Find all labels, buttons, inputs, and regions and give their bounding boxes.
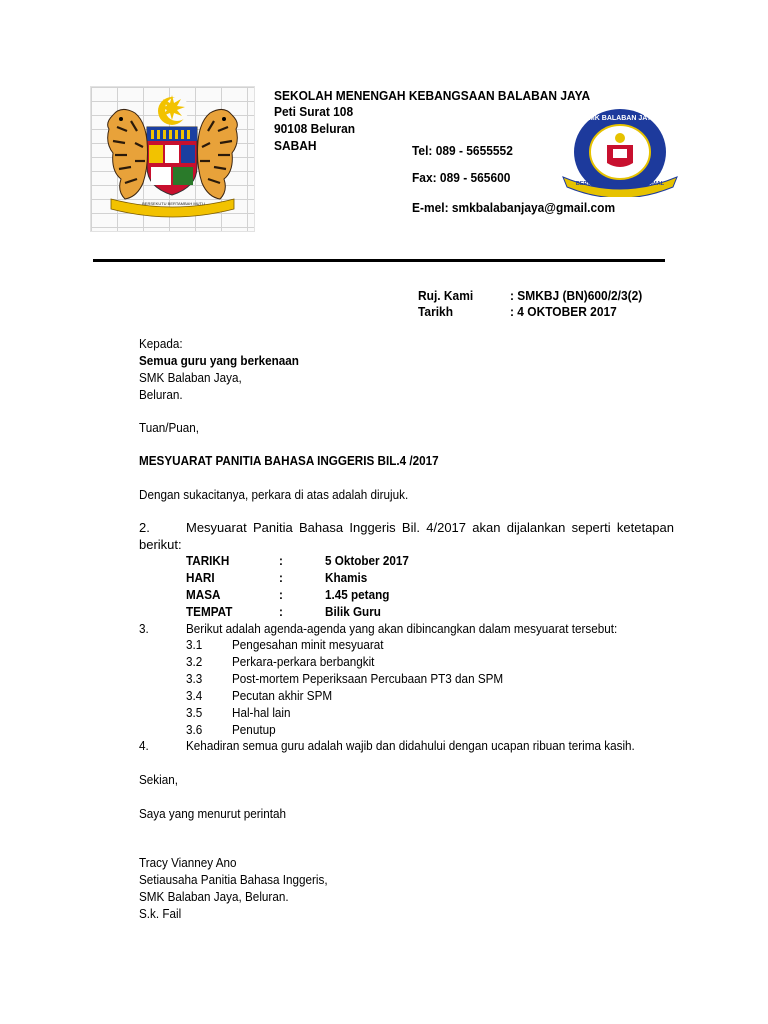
- agenda-text: Pengesahan minit mesyuarat: [232, 637, 384, 652]
- list-item: [186, 705, 606, 722]
- recipient-place: Beluran.: [139, 387, 183, 402]
- detail-value: 1.45 petang: [325, 587, 390, 602]
- agenda-number: 3.2: [186, 654, 203, 669]
- closing-line-2: Saya yang menurut perintah: [139, 806, 286, 821]
- detail-sep: :: [279, 570, 283, 585]
- salutation: Tuan/Puan,: [139, 420, 200, 435]
- detail-sep: :: [279, 604, 283, 619]
- agenda-list: [186, 637, 606, 739]
- paragraph-3-number: 3.: [139, 621, 149, 636]
- fax-number: Fax: 089 - 565600: [412, 170, 511, 185]
- tel-number: Tel: 089 - 5655552: [412, 143, 513, 158]
- agenda-text: Hal-hal lain: [232, 705, 291, 720]
- detail-row-venue: [186, 604, 486, 621]
- kepada-label: Kepada:: [139, 336, 183, 351]
- paragraph-4-number: 4.: [139, 738, 149, 753]
- ref-label: Ruj. Kami: [418, 288, 474, 303]
- logo-motto: BERILMU • BERIMAN • BERAMAL: [575, 181, 665, 187]
- address-line-3: SABAH: [274, 138, 317, 153]
- paragraph-2-text: Mesyuarat Panitia Bahasa Inggeris Bil. 4/2017 akan dijalankan seperti ketetapan berikut:: [139, 520, 674, 552]
- list-item: [186, 654, 606, 671]
- list-item: [186, 637, 606, 654]
- detail-sep: :: [279, 587, 283, 602]
- detail-value: 5 Oktober 2017: [325, 553, 409, 568]
- date-label: Tarikh: [418, 304, 454, 319]
- agenda-number: 3.1: [186, 637, 203, 652]
- closing: Sekian,: [139, 772, 179, 787]
- detail-label: HARI: [186, 570, 215, 585]
- detail-value: Khamis: [325, 570, 368, 585]
- carbon-copy: S.k. Fail: [139, 906, 182, 921]
- signature-title: Setiausaha Panitia Bahasa Inggeris,: [139, 872, 328, 887]
- list-item: [186, 688, 606, 705]
- coat-of-arms-logo: [90, 86, 255, 232]
- logo-bottom-text: BELURAN: [602, 167, 638, 174]
- address-line-2: 90108 Beluran: [274, 121, 356, 136]
- detail-sep: :: [279, 553, 283, 568]
- agenda-text: Pecutan akhir SPM: [232, 688, 333, 703]
- crest-icon: [91, 87, 254, 231]
- paragraph-2: [139, 519, 674, 553]
- detail-label: TARIKH: [186, 553, 230, 568]
- detail-value: Bilik Guru: [325, 604, 381, 619]
- agenda-text: Post-mortem Peperiksaan Percubaan PT3 dan SPM: [232, 671, 504, 686]
- agenda-text: Perkara-perkara berbangkit: [232, 654, 375, 669]
- detail-row-time: [186, 587, 486, 604]
- email-address: E-mel: smkbalabanjaya@gmail.com: [412, 200, 616, 215]
- agenda-text: Penutup: [232, 722, 276, 737]
- list-item: [186, 722, 606, 739]
- ref-value: : SMKBJ (BN)600/2/3(2): [510, 288, 643, 303]
- address-line-1: Peti Surat 108: [274, 104, 354, 119]
- detail-row-date: [186, 553, 486, 570]
- agenda-number: 3.3: [186, 671, 203, 686]
- date-value: : 4 OKTOBER 2017: [510, 304, 617, 319]
- subject-heading: MESYUARAT PANITIA BAHASA INGGERIS BIL.4 /2017: [139, 453, 439, 468]
- paragraph-3-text: Berikut adalah agenda-agenda yang akan dibincangkan dalam mesyuarat tersebut:: [186, 621, 618, 636]
- crest-ribbon-text: BERSEKUTU BERTAMBAH MUTU: [142, 201, 205, 206]
- header-divider: [93, 259, 665, 262]
- detail-label: TEMPAT: [186, 604, 233, 619]
- school-name: SEKOLAH MENENGAH KEBANGSAAN BALABAN JAYA: [274, 88, 591, 103]
- signature-name: Tracy Vianney Ano: [139, 855, 237, 870]
- agenda-number: 3.5: [186, 705, 203, 720]
- detail-label: MASA: [186, 587, 221, 602]
- paragraph-4-text: Kehadiran semua guru adalah wajib dan didahului dengan ucapan ribuan terima kasih.: [186, 738, 635, 753]
- meeting-details: [186, 553, 486, 621]
- signature-school: SMK Balaban Jaya, Beluran.: [139, 889, 289, 904]
- recipient-school: SMK Balaban Jaya,: [139, 370, 242, 385]
- paragraph-2-number: 2.: [139, 520, 150, 535]
- detail-row-day: [186, 570, 486, 587]
- intro-text: Dengan sukacitanya, perkara di atas adalah dirujuk.: [139, 487, 409, 502]
- school-logo: [555, 105, 685, 197]
- list-item: [186, 671, 606, 688]
- logo-top-text: SMK BALABAN JAYA: [584, 115, 656, 122]
- recipient-name: Semua guru yang berkenaan: [139, 353, 299, 368]
- agenda-number: 3.6: [186, 722, 203, 737]
- agenda-number: 3.4: [186, 688, 203, 703]
